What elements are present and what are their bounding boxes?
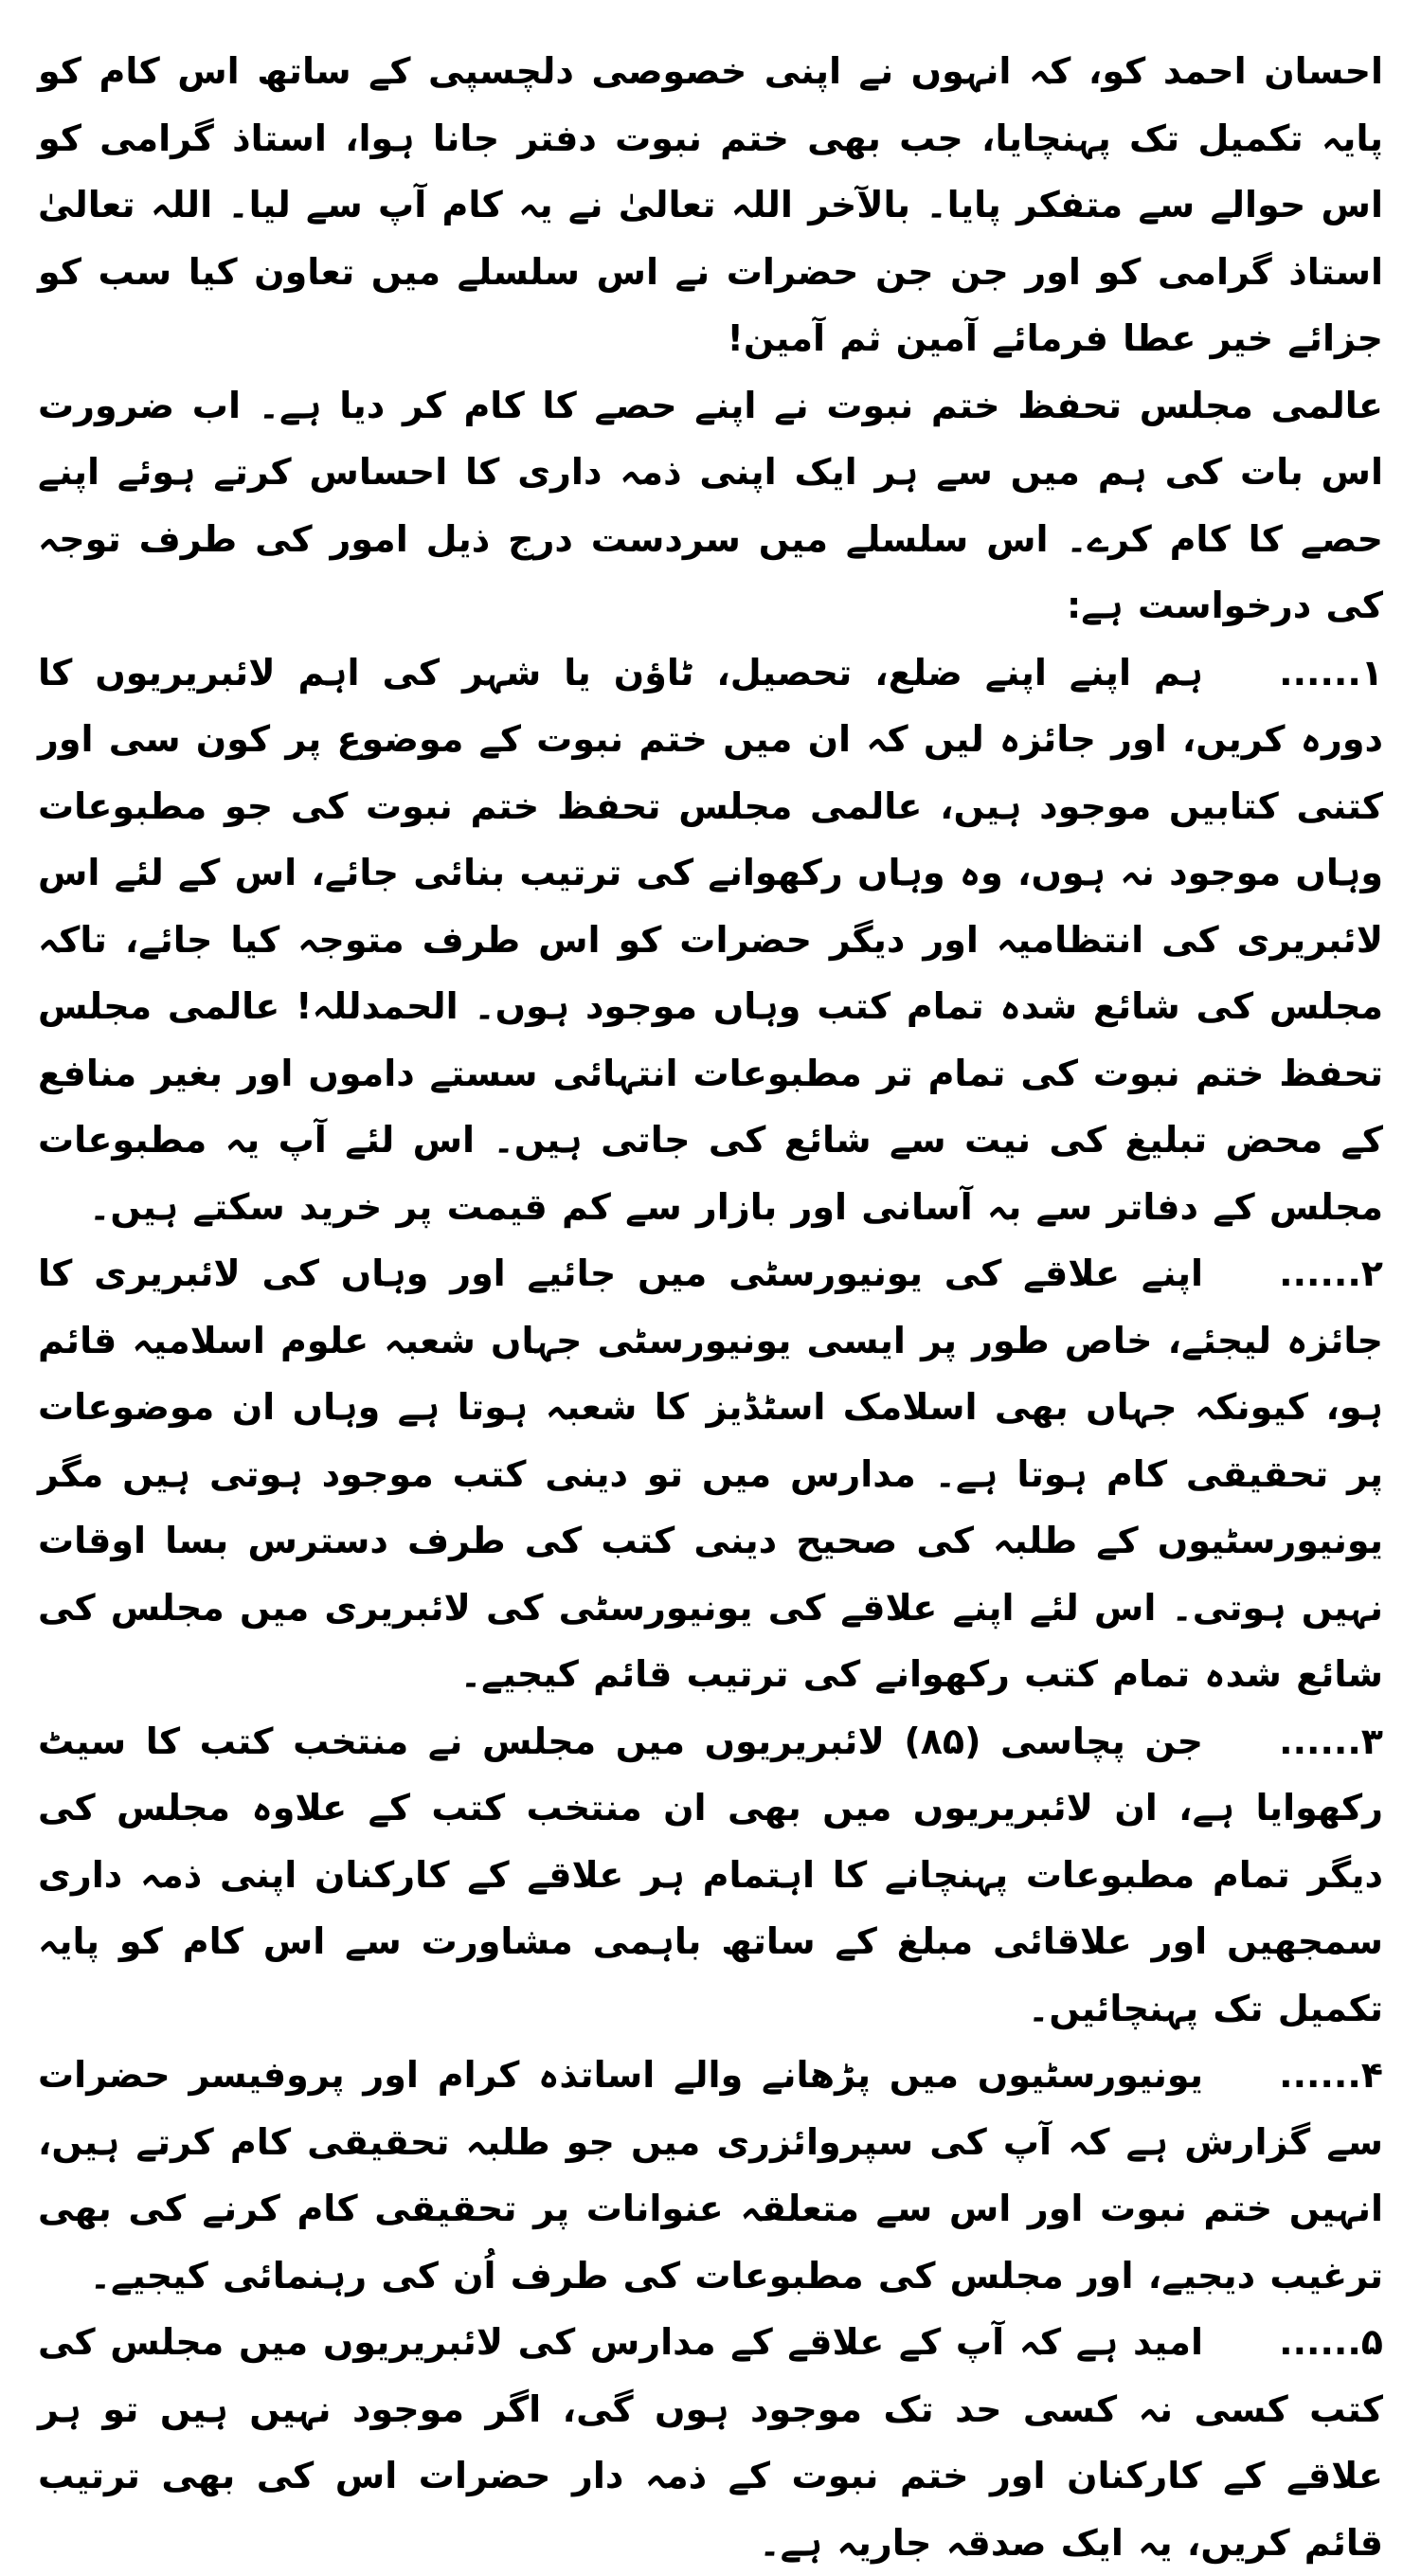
body-paragraph: عالمی مجلس تحفظ ختم نبوت نے اپنے حصے کا کام کر دیا ہے۔ اب ضرورت اس بات کی ہم میں سے ہر ایک اپنی ذمہ داری کا احساس کرتے ہوئے اپنے حصے کا کام کرے۔ اس سلسلے میں سردست درج ذیل امور کی طرف توجہ کی درخواست ہے:: [38, 384, 1383, 626]
list-item-number: ۱......: [1279, 651, 1383, 694]
list-item-text: اپنے علاقے کی یونیورسٹی میں جائیے اور وہاں کی لائبریری کا جائزہ لیجئے، خاص طور پر ایسی یونیورسٹی جہاں شعبہ علوم اسلامیہ قائم ہو، کیونکہ جہاں بھی اسلامک اسٹڈیز کا شعبہ ہوتا ہے وہاں ان موضوعات پر تحقیقی کام ہوتا ہے۔ مدارس میں تو دینی کتب موجود ہوتی ہیں مگر یونیورسٹیوں کے طلبہ کی صحیح دینی کتب کی طرف دسترس بسا اوقات نہیں ہوتی۔ اس لئے اپنے علاقے کی یونیورسٹی کی لائبریری میں مجلس کی شائع شدہ تمام کتب رکھوانے کی ترتیب قائم کیجیے۔: [38, 1252, 1383, 1695]
list-item-text: امید ہے کہ آپ کے علاقے کے مدارس کی لائبریریوں میں مجلس کی کتب کسی نہ کسی حد تک موجود ہوں گی، اگر موجود نہیں ہیں تو ہر علاقے کے کارکنان اور ختم نبوت کے ذمہ دار حضرات اس کی بھی ترتیب قائم کریں، یہ ایک صدقہ جاریہ ہے۔: [38, 2321, 1383, 2564]
intro-paragraph: احسان احمد کو، کہ انہوں نے اپنی خصوصی دلچسپی کے ساتھ اس کام کو پایہ تکمیل تک پہنچایا، جب بھی ختم نبوت دفتر جانا ہوا، استاذ گرامی کو اس حوالے سے متفکر پایا۔ بالآخر اللہ تعالیٰ نے یہ کام آپ سے لیا۔ اللہ تعالیٰ استاذ گرامی کو اور جن جن حضرات نے اس سلسلے میں تعاون کیا سب کو جزائے خیر عطا فرمائے آمین ثم آمین!: [38, 50, 1383, 359]
list-item-number: ۳......: [1279, 1720, 1383, 1762]
list-item: [38, 2042, 1383, 2309]
list-item-text: جن پچاسی (۸۵) لائبریریوں میں مجلس نے منتخب کتب کا سیٹ رکھوایا ہے، ان لائبریریوں میں بھی ان منتخب کتب کے علاوہ مجلس کی دیگر تمام مطبوعات پہنچانے کا اہتمام ہر علاقے کے کارکنان اپنی ذمہ داری سمجھیں اور علاقائی مبلغ کے ساتھ باہمی مشاورت سے اس کام کو پایہ تکمیل تک پہنچائیں۔: [38, 1720, 1383, 2029]
list-item-number: ۵......: [1279, 2321, 1383, 2363]
list-item: [38, 1708, 1383, 2043]
list-item-text: یونیورسٹیوں میں پڑھانے والے اساتذہ کرام اور پروفیسر حضرات سے گزارش ہے کہ آپ کی سپروائزری میں جو طلبہ تحقیقی کام کرتے ہیں، انہیں ختم نبوت اور اس سے متعلقہ عنوانات پر تحقیقی کام کرنے کی بھی ترغیب دیجیے، اور مجلس کی مطبوعات کی طرف اُن کی رہنمائی کیجیے۔: [38, 2054, 1383, 2297]
list-item: [38, 2309, 1383, 2576]
list-item-number: ۴......: [1279, 2054, 1383, 2096]
list-item: [38, 639, 1383, 1241]
list-item-number: ۲......: [1279, 1252, 1383, 1294]
list-item-text: ہم اپنے اپنے ضلع، تحصیل، ٹاؤن یا شہر کی اہم لائبریریوں کا دورہ کریں، اور جائزہ لیں کہ ان میں ختم نبوت کے موضوع پر کون سی اور کتنی کتابیں موجود ہیں، عالمی مجلس تحفظ ختم نبوت کی جو مطبوعات وہاں موجود نہ ہوں، وہ وہاں رکھوانے کی ترتیب بنائی جائے، اس کے لئے اس لائبریری کی انتظامیہ اور دیگر حضرات کو اس طرف متوجہ کیا جائے، تاکہ مجلس کی شائع شدہ تمام کتب وہاں موجود ہوں۔ الحمدللہ! عالمی مجلس تحفظ ختم نبوت کی تمام تر مطبوعات انتہائی سستے داموں اور بغیر منافع کے محض تبلیغ کی نیت سے شائع کی جاتی ہیں۔ اس لئے آپ یہ مطبوعات مجلس کے دفاتر سے بہ آسانی اور بازار سے کم قیمت پر خرید سکتے ہیں۔: [38, 651, 1383, 1228]
list-item: [38, 1240, 1383, 1708]
